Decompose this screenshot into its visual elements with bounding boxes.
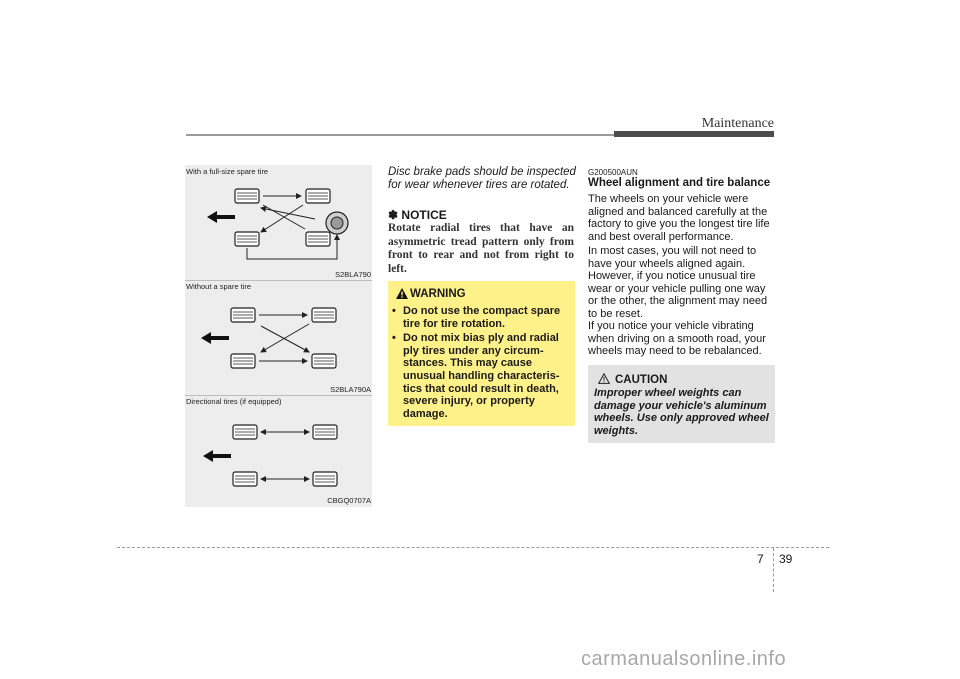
figure-caption: Without a spare tire	[186, 282, 252, 291]
body-paragraph: If you notice your vehicle vibrating when driving on a smooth road, your wheels may need to be rebalanced.	[588, 320, 766, 358]
notice-symbol: ✽	[388, 208, 399, 222]
watermark: carmanualsonline.info	[581, 648, 787, 670]
brake-pad-note: Disc brake pads should be inspected for wear whenever tires are rotated.	[388, 166, 576, 191]
caution-icon	[598, 373, 610, 384]
figure-caption: With a full-size spare tire	[186, 167, 269, 176]
section-title: Maintenance	[701, 116, 774, 131]
warning-item: • Do not use the compact spare tire for tire rotation.	[392, 305, 561, 330]
body-paragraph: The wheels on your vehicle were aligned and balanced carefully at the factory to give you the longest tire life and best overall performance.	[588, 193, 770, 243]
figure-code: CBGQ0707A	[327, 496, 371, 505]
warning-list	[392, 305, 568, 422]
page-number: 39	[779, 552, 793, 566]
notice-text: Rotate radial tires that have an asymmetric tread pattern only from front to rear and not from right to left.	[388, 222, 574, 275]
rotation-diagram-directional	[185, 410, 372, 496]
caution-box	[588, 365, 775, 443]
rotation-diagram-no-spare	[185, 292, 372, 384]
figure-code: S2BLA790	[335, 270, 371, 279]
caution-text: Improper wheel weights can damage your vehicle's aluminum wheels. Use only approved wheel weights.	[594, 387, 769, 437]
section-code: G200500AUN	[588, 168, 638, 177]
figure-caption: Directional tires (if equipped)	[186, 397, 282, 406]
body-paragraph: In most cases, you will not need to have your wheels aligned again. However, if you notice unusual tire wear or your vehicle pulling one way or the other, the alignment may need to be reset.	[588, 245, 768, 320]
footer-divider	[773, 548, 774, 592]
figure-divider	[185, 280, 372, 281]
header-tab-bar	[614, 131, 774, 137]
caution-title: CAUTION	[615, 374, 668, 386]
notice-heading	[388, 208, 447, 222]
figure-code: S2BLA790A	[330, 385, 371, 394]
section-heading: Wheel alignment and tire balance	[588, 177, 771, 189]
warning-title: WARNING	[410, 288, 466, 300]
chapter-number: 7	[757, 552, 764, 566]
warning-box	[388, 281, 575, 426]
footer-rule	[117, 547, 829, 548]
warning-icon	[396, 288, 408, 299]
warning-item: • Do not mix bias ply and radial ply tires under any circumstances. This may cause unusual handling characteristics that could result in death, severe injury, or property damage.	[392, 332, 560, 420]
rotation-diagram-full-spare	[185, 177, 372, 272]
notice-label: NOTICE	[401, 208, 447, 222]
figure-divider	[185, 395, 372, 396]
